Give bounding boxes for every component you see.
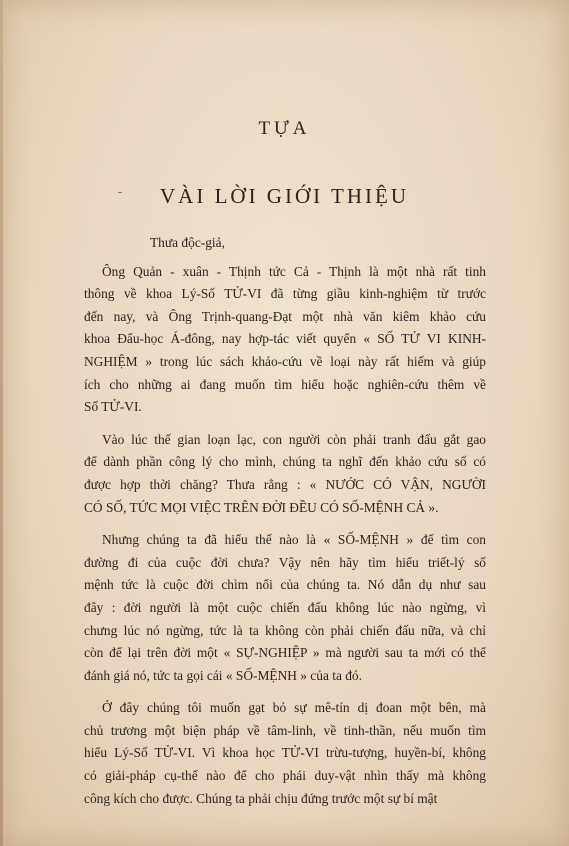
text-line: chủ trương một biện pháp về tâm-linh, về tinh-thần, nếu muốn tìm xyxy=(84,722,486,738)
text-line: CÓ SỐ, TỨC MỌI VIỆC TRÊN ĐỜI ĐỀU CÓ SỐ-MỆNH CẢ ». xyxy=(84,499,439,515)
text-line: ích cho những ai đang muốn tìm hiểu hoặc nghiên-cứu thêm về xyxy=(84,376,486,392)
body-text xyxy=(84,232,486,820)
text-line: Số TỬ-VI. xyxy=(84,399,142,415)
text-line: đây : đời người là một cuộc chiến đấu không lúc nào ngừng, vì xyxy=(84,599,486,615)
text-line: hiểu Lý-Số TỬ-VI. Vì khoa học TỬ-VI trừu-tượng, huyền-bí, không xyxy=(84,745,486,761)
text-line: đường đi của cuộc đời chưa? Vậy nên hãy tìm hiểu triết-lý số xyxy=(84,554,486,570)
text-line: được hợp thời chăng? Thưa rằng : « NƯỚC CÓ VẬN, NGƯỜI xyxy=(84,476,486,492)
greeting: Thưa độc-giả, xyxy=(150,235,225,250)
text-line: có giải-pháp cụ-thể nào để cho phái duy-vật nhìn thấy mà không xyxy=(84,768,486,784)
paragraph xyxy=(84,529,486,687)
text-line: còn để lại trên đời một « SỰ-NGHIỆP » mà người sau ta mới có thể xyxy=(84,645,486,661)
paragraphs xyxy=(84,261,486,811)
text-line: công kích cho được. Chúng ta phải chịu đứng trước một sự bí mật xyxy=(84,790,438,806)
text-line: NGHIỆM » trong lúc sách khảo-cứu về loại này rất hiếm và giúp xyxy=(84,353,486,369)
page-title: VÀI LỜI GIỚI THIỆU xyxy=(160,184,409,208)
text-line: chưng lúc nó ngừng, tức là ta không còn phải chiến đấu nữa, và chỉ xyxy=(84,622,486,638)
text-line: Ở đây chúng tôi muốn gạt bỏ sự mê-tín dị đoan một bên, mà xyxy=(102,700,486,716)
paragraph xyxy=(84,697,486,810)
text-line: để dành phần công lý cho mình, chúng ta nghĩ đến khảo cứu số có xyxy=(84,454,486,470)
text-line: Ông Quản - xuân - Thịnh tức Cả - Thịnh là một nhà rất tinh xyxy=(102,263,486,279)
paragraph xyxy=(84,429,486,519)
paragraph xyxy=(84,261,486,419)
text-line: Vào lúc thế gian loạn lạc, con người còn phải tranh đấu gắt gao xyxy=(102,431,486,447)
text-line: khoa Đẩu-học Á-đông, nay hợp-tác viết quyển « SỐ TỬ VI KINH- xyxy=(84,331,486,347)
text-line: thông về khoa Lý-Số TỬ-VI đã từng giầu kinh-nghiệm từ trước xyxy=(84,286,486,302)
text-line: Nhưng chúng ta đã hiểu thế nào là « SỐ-MỆNH » để tìm con xyxy=(102,532,486,548)
preface-heading: TỰA xyxy=(258,118,311,139)
text-line: đến nay, và Ông Trịnh-quang-Đạt một nhà văn kiêm khảo cứu xyxy=(84,308,486,324)
text-line: mệnh tức là cuộc đời chìm nổi của chúng ta. Nó dẫn dụ như sau xyxy=(84,577,486,593)
text-line: đánh giá nó, tức ta gọi cái « SỐ-MỆNH » của ta đó. xyxy=(84,667,362,683)
